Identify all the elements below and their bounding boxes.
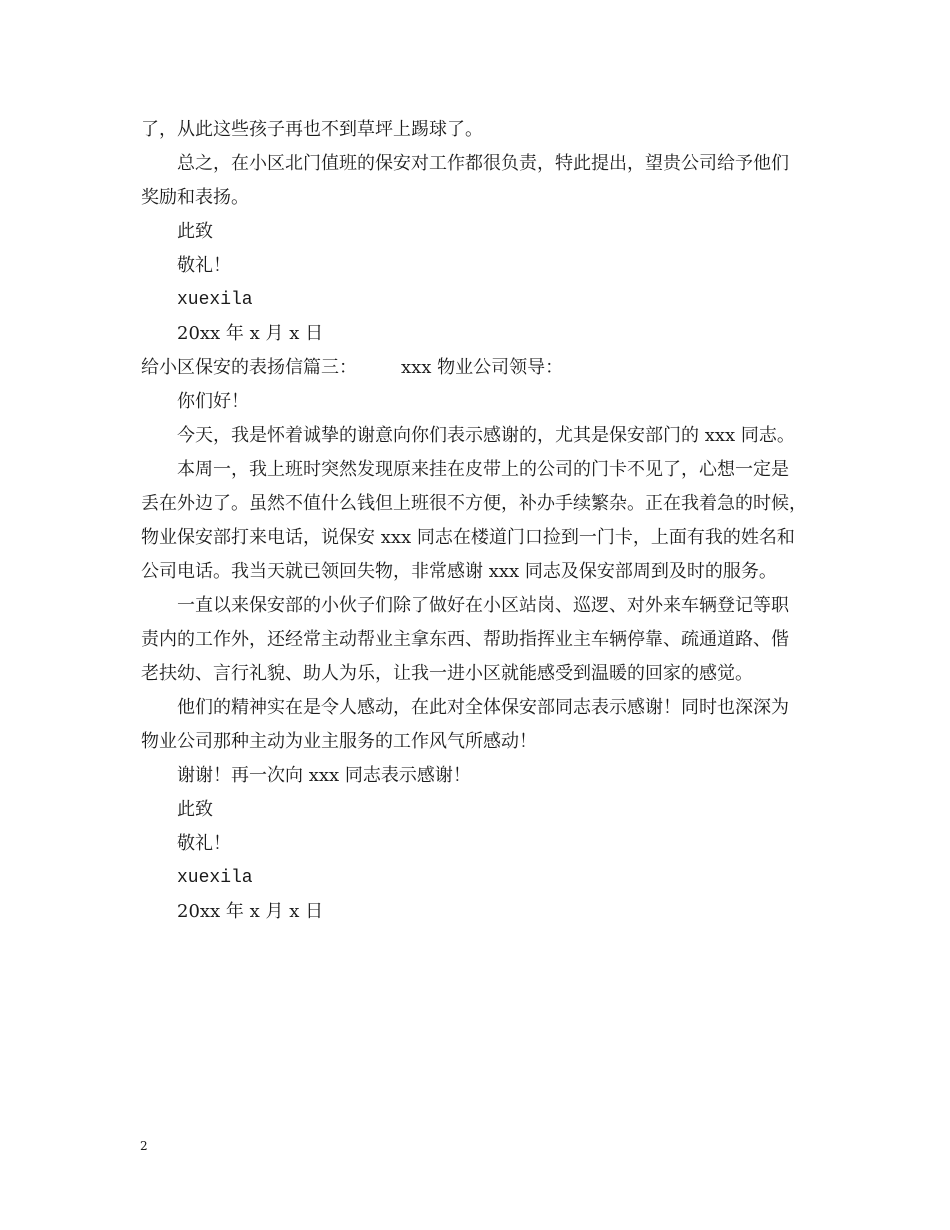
- closing-jing-li: 敬礼！: [177, 255, 231, 276]
- letter-heading: 给小区保安的表扬信篇三：: [141, 357, 357, 378]
- letter-heading-row: [141, 356, 563, 380]
- paragraph-line: 本周一，我上班时突然发现原来挂在皮带上的公司的门卡不见了，心想一定是: [177, 459, 789, 480]
- closing-jing-li: 敬礼！: [177, 833, 231, 854]
- salutation: xxx 物业公司领导：: [401, 357, 564, 378]
- paragraph-line: 物业保安部打来电话，说保安 xxx 同志在楼道门口捡到一门卡，上面有我的姓名和: [141, 527, 795, 548]
- closing-ci-zhi: 此致: [177, 221, 213, 242]
- date-line: 20xx 年 x 月 x 日: [177, 323, 324, 344]
- greeting: 你们好！: [177, 391, 249, 412]
- paragraph-line: 公司电话。我当天就已领回失物，非常感谢 xxx 同志及保安部周到及时的服务。: [141, 561, 777, 582]
- paragraph-line: 他们的精神实在是令人感动，在此对全体保安部同志表示感谢！同时也深深为: [177, 697, 789, 718]
- date-line: 20xx 年 x 月 x 日: [177, 901, 324, 922]
- signature: xuexila: [177, 868, 253, 888]
- body-line: 了，从此这些孩子再也不到草坪上踢球了。: [141, 119, 483, 140]
- paragraph-summary: 总之，在小区北门值班的保安对工作都很负责，特此提出，望贵公司给予他们: [177, 153, 789, 174]
- paragraph-summary-cont: 奖励和表扬。: [141, 187, 249, 208]
- page-number: 2: [140, 1139, 148, 1153]
- paragraph-line: 一直以来保安部的小伙子们除了做好在小区站岗、巡逻、对外来车辆登记等职: [177, 595, 789, 616]
- paragraph-line: 物业公司那种主动为业主服务的工作风气所感动！: [141, 731, 537, 752]
- paragraph-line: 丢在外边了。虽然不值什么钱但上班很不方便，补办手续繁杂。正在我着急的时候，: [141, 493, 807, 514]
- paragraph-line: 责内的工作外，还经常主动帮业主拿东西、帮助指挥业主车辆停靠、疏通道路、偕: [141, 629, 789, 650]
- paragraph-gratitude: 今天，我是怀着诚挚的谢意向你们表示感谢的，尤其是保安部门的 xxx 同志。: [177, 425, 795, 446]
- signature: xuexila: [177, 290, 253, 310]
- paragraph-line: 老扶幼、言行礼貌、助人为乐，让我一进小区就能感受到温暖的回家的感觉。: [141, 663, 753, 684]
- closing-ci-zhi: 此致: [177, 799, 213, 820]
- thanks-line: 谢谢！再一次向 xxx 同志表示感谢！: [177, 765, 471, 786]
